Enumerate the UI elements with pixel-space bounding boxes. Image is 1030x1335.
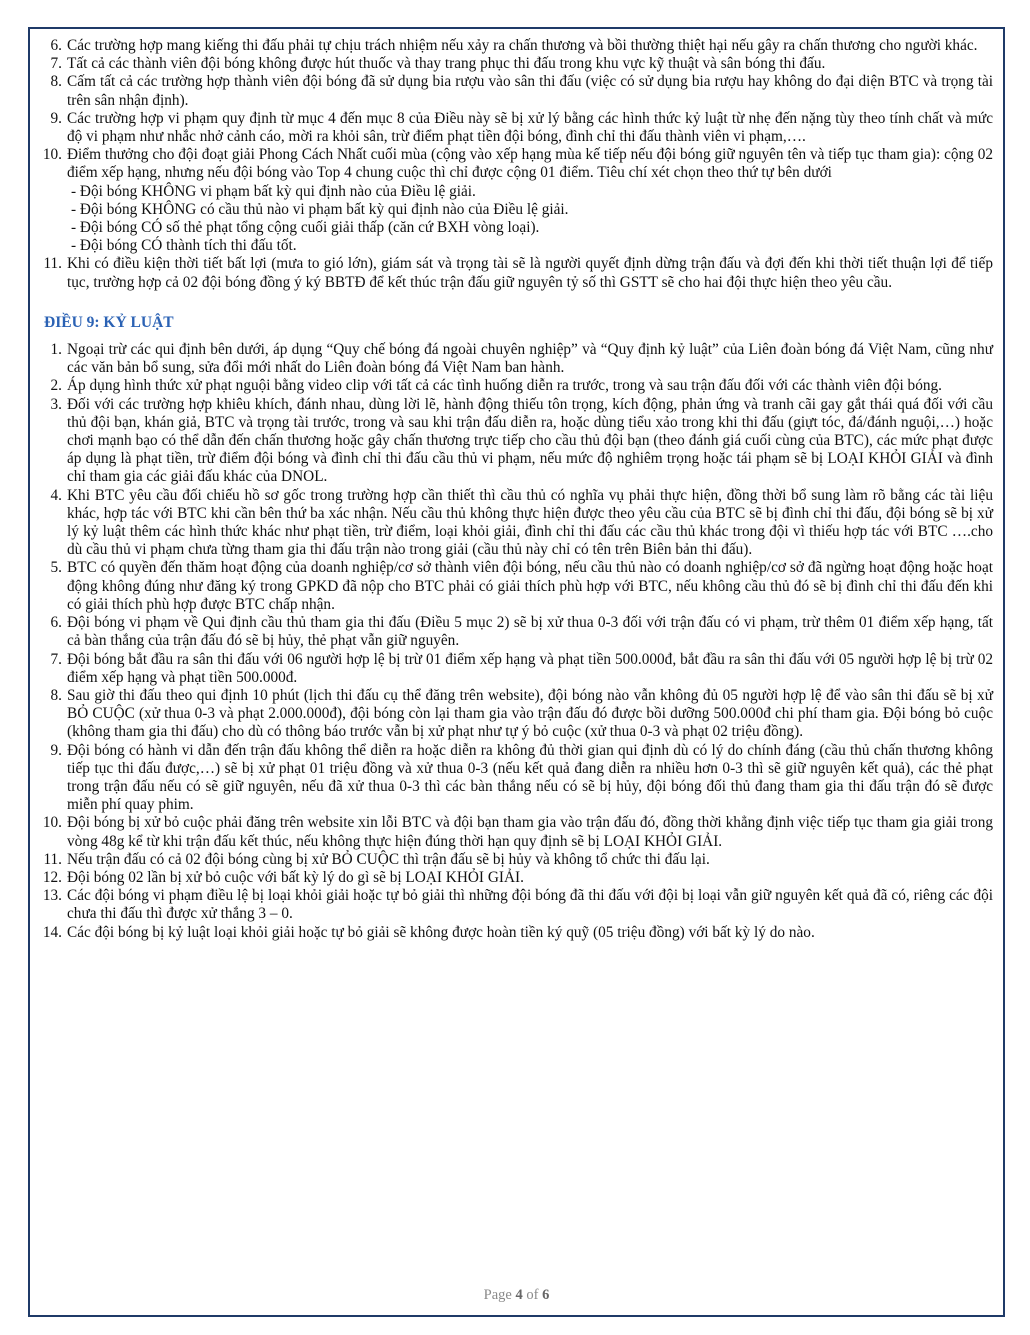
list-item	[40, 146, 993, 255]
list-item	[40, 887, 993, 923]
list-item-number: 8.	[50, 686, 62, 704]
list-item-number: 10.	[42, 814, 62, 832]
list-item-number: 5.	[50, 559, 62, 577]
page-frame	[28, 27, 1005, 1317]
list-item-text: BTC có quyền đến thăm hoạt động của doanh nghiệp/cơ sở thành viên đội bóng, nếu cầu thủ nào có doanh nghiệp/cơ sở đã ngừng hoạt động hoặc hoạt động không đúng như đăng ký trong GPKD đã nộp cho BTC phải có giải thích phù hợp với BTC, nếu không cầu thủ đó sẽ bị đình chỉ thi đấu đến khi có giải thích phù hợp được BTC chấp nhận.	[67, 559, 993, 613]
list-item-number: 7.	[50, 55, 62, 73]
list-item	[40, 110, 993, 146]
list-item-text: Khi có điều kiện thời tiết bất lợi (mưa to gió lớn), giám sát và trọng tài sẽ là người quyết định dừng trận đấu và đợi đến khi thời tiết thuận lợi để tiếp tục, trường hợp cả 02 đội bóng đồng ý ký BBTĐ để kết thúc trận đấu giữ nguyên tỷ số thì GSTT sẽ cho hai đội thực hiện theo yêu cầu.	[67, 255, 993, 291]
list-item-number: 6.	[50, 37, 62, 54]
list-item-number: 9.	[50, 109, 62, 127]
list-item	[40, 377, 993, 395]
list-item-number: 4.	[50, 486, 62, 504]
list-item	[40, 73, 993, 109]
list-item-text: Các đội bóng vi phạm điều lệ bị loại khỏi giải hoặc tự bỏ giải thì những đội bóng đã thi đấu với đội bị loại vẫn giữ nguyên kết quả đã có, riêng các đội chưa thi đấu thì được xử thắng 3 – 0.	[67, 887, 993, 923]
list-item-number: 11.	[43, 850, 62, 868]
list-item-text: Các đội bóng bị kỷ luật loại khỏi giải hoặc tự bỏ giải sẽ không được hoàn tiền ký quỹ (05 triệu đồng) với bất kỳ lý do nào.	[67, 923, 815, 941]
list-item	[40, 487, 993, 560]
list-item-text: Sau giờ thi đấu theo qui định 10 phút (lịch thi đấu cụ thể đăng trên website), đội bóng nào vẫn không đủ 05 người hợp lệ để vào sân thi đấu sẽ bị xử BỎ CUỘC (xử thua 0-3 và phạt 2.000.000đ), đội bóng còn lại tham gia vào trận đấu đó được bồi dưỡng 500.000đ chi phí tham gia. Đội bóng bỏ cuộc (không tham gia thi đấu) cho dù có thông báo trước vẫn bị xử phạt như tự ý bỏ cuộc (xử thua 0-3 và phạt 02 triệu đồng).	[67, 686, 993, 741]
list-item	[40, 55, 993, 73]
list-item-text: Nếu trận đấu có cả 02 đội bóng cùng bị xử BỎ CUỘC thì trận đấu sẽ bị hủy và không tổ chức thi đấu lại.	[67, 850, 710, 868]
criteria-item: - Đội bóng KHÔNG vi phạm bất kỳ qui định nào của Điều lệ giải.	[71, 182, 476, 200]
list-item-number: 2.	[50, 377, 62, 395]
list-item-text: Khi BTC yêu cầu đối chiếu hồ sơ gốc trong trường hợp cần thiết thì cầu thủ có nghĩa vụ phải thực hiện, đồng thời bổ sung làm rõ bằng các tài liệu khác, hợp tác với BTC khi cần bên thứ ba xác nhận. Nếu cầu thủ không thực hiện được theo yêu cầu của BTC sẽ bị đình chỉ thi đấu, đội bóng sẽ bị xử lý kỷ luật thêm các hình thức khác như phạt tiền, trừ điểm, loại khỏi giải, đình chỉ thi đấu các cầu thủ khác trong đội vì thiếu hợp tác với BTC ….cho dù cầu thủ vi phạm chưa từng tham gia thi đấu trận nào trong giải (cầu thủ này chỉ có tên trên Biên bản thi đấu).	[67, 486, 993, 559]
list-item-text: Điểm thưởng cho đội đoạt giải Phong Cách Nhất cuối mùa (cộng vào xếp hạng mùa kế tiếp nếu đội bóng giữ nguyên tên và tiếp tục tham gia): cộng 02 điểm xếp hạng, nhưng nếu đội bóng vào Top 4 chung cuộc thì chỉ được cộng 01 điểm. Tiêu chí xét chọn theo thứ tự bên dưới	[67, 146, 993, 182]
list-item-number: 6.	[50, 614, 62, 632]
list-item-text: Tất cả các thành viên đội bóng không được hút thuốc và thay trang phục thi đấu trong khu vực kỹ thuật và sân bóng thi đấu.	[67, 55, 826, 73]
criteria-item: - Đội bóng CÓ số thẻ phạt tổng cộng cuối giải thấp (căn cứ BXH vòng loại).	[71, 219, 540, 237]
list-item	[40, 614, 993, 650]
list-item-text: Cấm tất cả các trường hợp thành viên đội bóng đã sử dụng bia rượu vào sân thi đấu (việc có sử dụng bia rượu hay không do đại diện BTC và trọng tài trên sân nhận định).	[67, 73, 993, 109]
list-item-text: Đội bóng 02 lần bị xử bỏ cuộc với bất kỳ lý do gì sẽ bị LOẠI KHỎI GIẢI.	[67, 868, 524, 886]
list-item	[40, 255, 993, 291]
list-item-text: Các trường hợp mang kiếng thi đấu phải tự chịu trách nhiệm nếu xảy ra chấn thương và bồi thường thiệt hại nếu gây ra chấn thương cho người khác.	[67, 37, 978, 54]
list-item-number: 3.	[50, 395, 62, 413]
list-item	[40, 651, 993, 687]
list-item-number: 13.	[42, 887, 62, 905]
list-item	[40, 924, 993, 942]
list-item	[40, 851, 993, 869]
list-item	[40, 341, 993, 377]
list-item	[40, 687, 993, 742]
list-item	[40, 742, 993, 815]
rules-list-continued	[40, 37, 993, 292]
page-footer	[30, 1287, 1003, 1304]
list-item-number: 14.	[42, 923, 62, 941]
list-item-number: 9.	[50, 741, 62, 759]
criteria-item: - Đội bóng CÓ thành tích thi đấu tốt.	[71, 237, 297, 255]
footer-page-word: Page	[483, 1287, 512, 1303]
list-item-text: Đội bóng bắt đầu ra sân thi đấu với 06 người hợp lệ bị trừ 01 điểm xếp hạng và phạt tiền 500.000đ, bắt đầu ra sân thi đấu với 05 người hợp lệ bị trừ 02 điểm xếp hạng và phạt tiền 500.000đ.	[67, 650, 993, 686]
list-item-text: Ngoại trừ các qui định bên dưới, áp dụng “Quy chế bóng đá ngoài chuyên nghiệp” và “Quy định kỷ luật” của Liên đoàn bóng đá Việt Nam, cũng như các văn bản bổ sung, sửa đổi mới nhất do Liên đoàn bóng đá Việt Nam ban hành.	[67, 341, 993, 377]
list-item-text: Đội bóng bị xử bỏ cuộc phải đăng trên website xin lỗi BTC và đội bạn tham gia vào trận đấu đó, đồng thời khẳng định việc tiếp tục tham gia giải trong vòng 48g kể từ khi trận đấu kết thúc, nếu không thực hiện đúng thời hạn quy định sẽ bị LOẠI KHỎI GIẢI.	[67, 814, 993, 850]
list-item	[40, 869, 993, 887]
criteria-item: - Đội bóng KHÔNG có cầu thủ nào vi phạm bất kỳ qui định nào của Điều lệ giải.	[71, 200, 569, 218]
list-item	[40, 814, 993, 850]
page-content	[40, 37, 993, 942]
list-item	[40, 37, 993, 55]
discipline-list	[40, 341, 993, 942]
footer-page-number: 4	[515, 1287, 523, 1303]
list-item-number: 8.	[50, 73, 62, 91]
list-item-text: Đội bóng vi phạm về Qui định cầu thủ tham gia thi đấu (Điều 5 mục 2) sẽ bị xử thua 0-3 đối với trận đấu có vi phạm, trừ thêm 01 điểm xếp hạng, tất cả bàn thắng của trận đấu đó sẽ bị hủy, thẻ phạt vẫn giữ nguyên.	[67, 614, 993, 650]
footer-of-word: of	[526, 1287, 539, 1303]
list-item	[40, 559, 993, 614]
list-item-text: Áp dụng hình thức xử phạt nguội bằng video clip với tất cả các tình huống diễn ra trước, trong và sau trận đấu đối với các thành viên đội bóng.	[67, 377, 942, 395]
list-item-number: 12.	[42, 868, 62, 886]
list-item-number: 10.	[42, 146, 62, 164]
list-item-number: 11.	[43, 255, 62, 273]
list-item-text: Các trường hợp vi phạm quy định từ mục 4 đến mục 8 của Điều này sẽ bị xử lý bằng các hình thức kỷ luật từ nhẹ đến nặng tùy theo tính chất và mức độ vi phạm như nhắc nhở cảnh cáo, mời ra khỏi sân, trừ điểm phạt tiền đội bóng, đình chỉ thi đấu thành viên vi phạm,….	[67, 109, 993, 146]
list-item	[40, 396, 993, 487]
list-item-text: Đối với các trường hợp khiêu khích, đánh nhau, dùng lời lẽ, hành động thiếu tôn trọng, kích động, phản ứng và tranh cãi gay gắt thái quá đối với cầu thủ đội bạn, khán giả, BTC và trọng tài trước, trong và sau khi trận đấu diễn ra, hoặc dùng tiểu xảo trong khi thi đấu (giựt tóc, đá/đánh nguội,…) hoặc chơi mạnh bạo có thể dẫn đến chấn thương hoặc gây chấn thương trực tiếp cho cầu thủ đội bạn (theo đánh giá cuối cùng của BTC), các mức phạt được áp dụng là phạt tiền, trừ điểm đội bóng và đình chỉ thi đấu cầu thủ vi phạm, nếu mức độ nghiêm trọng hoặc tái phạm sẽ bị LOẠI KHỎI GIẢI và đình chỉ tham gia các giải đấu khác của DNOL.	[67, 395, 993, 486]
list-item-number: 7.	[50, 650, 62, 668]
section-heading: ĐIỀU 9: KỶ LUẬT	[44, 313, 174, 331]
list-item-text: Đội bóng có hành vi dẫn đến trận đấu không thể diễn ra hoặc diễn ra không đủ thời gian qui định dù có lý do chính đáng (cầu thủ chấn thương không tiếp tục thi đấu được,…) sẽ bị xử phạt 01 triệu đồng và xử thua 0-3 (nếu kết quả đang diễn ra nhiều hơn 0-3 thì sẽ giữ nguyên kết quả), các thẻ phạt trong trận đấu nếu có sẽ giữ nguyên, nếu đã xử thua 0-3 thì các bàn thắng nếu có sẽ bị hủy, đội bóng đối thủ đang tham gia thi đấu trận đó sẽ được miễn phí quay phim.	[67, 741, 993, 814]
footer-page-total: 6	[542, 1287, 550, 1303]
list-item-number: 1.	[50, 341, 62, 359]
